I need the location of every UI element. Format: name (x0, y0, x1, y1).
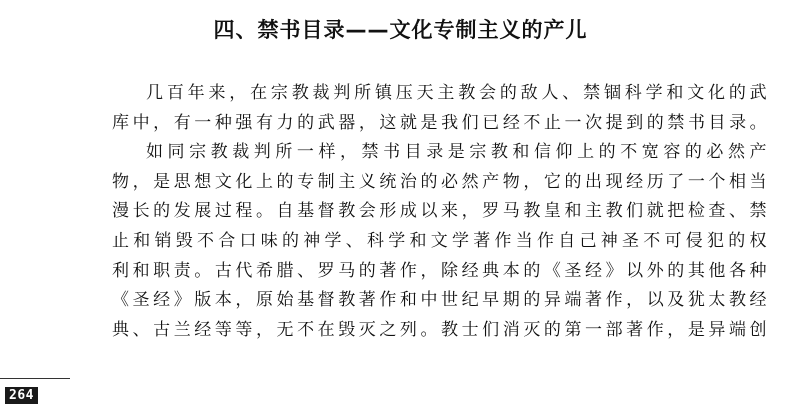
paragraph-2-line-6: 《圣经》版本，原始基督教著作和中世纪早期的异端著作，以及犹太教经 (112, 290, 767, 311)
paragraph-2-line-7: 典、古兰经等等，无不在毁灭之列。教士们消灭的第一部著作，是异端创 (112, 319, 767, 340)
page-number: 264 (5, 387, 38, 404)
paragraph-2-line-4: 止和销毁不合口味的神学、科学和文学著作当作自己神圣不可侵犯的权 (112, 230, 767, 251)
footer-rule (0, 378, 70, 379)
paragraph-2-line-1: 如同宗教裁判所一样，禁书目录是宗教和信仰上的不宽容的必然产 (146, 142, 767, 163)
paragraph-2-line-5: 利和职责。古代希腊、罗马的著作，除经典本的《圣经》以外的其他各种 (112, 260, 767, 281)
paragraph-1-line-2: 库中，有一种强有力的武器，这就是我们已经不止一次提到的禁书目录。 (112, 112, 767, 133)
paragraph-1-line-1: 几百年来，在宗教裁判所镇压天主教会的敌人、禁锢科学和文化的武 (146, 83, 767, 103)
paragraph-2-line-2: 物，是思想文化上的专制主义统治的必然产物，它的出现经历了一个相当 (112, 171, 767, 192)
body-text (112, 79, 767, 345)
paragraph-2-line-3: 漫长的发展过程。自基督教会形成以来，罗马教皇和主教们就把检查、禁 (112, 201, 767, 222)
chapter-title: 四、禁书目录——文化专制主义的产儿 (213, 18, 588, 42)
